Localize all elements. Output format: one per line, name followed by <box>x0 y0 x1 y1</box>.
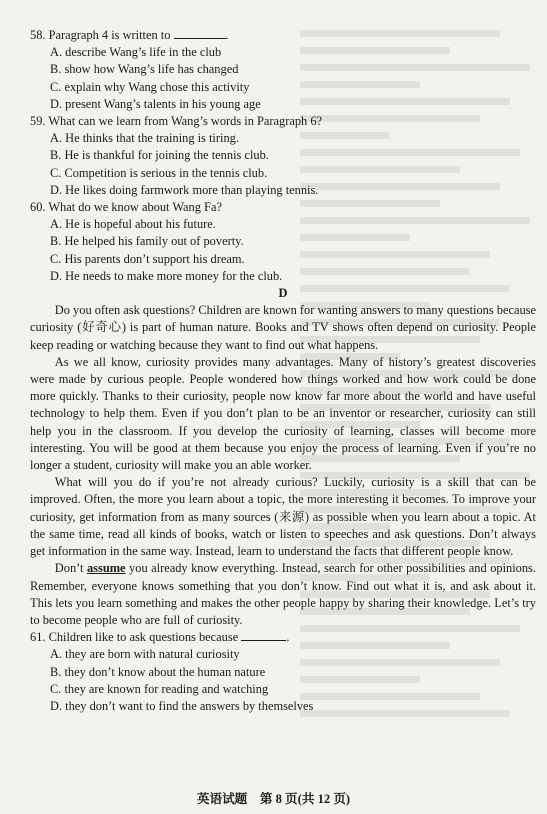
option-b: B. He is thankful for joining the tennis club. <box>50 148 269 163</box>
question-58 <box>30 27 536 113</box>
option-a: A. they are born with natural curiosity <box>50 647 240 662</box>
option-b: B. He helped his family out of poverty. <box>50 234 244 249</box>
option-c: C. Competition is serious in the tennis club. <box>50 165 268 180</box>
question-stem: 60. What do we know about Wang Fa? <box>30 200 222 215</box>
question-stem: 58. Paragraph 4 is written to . <box>30 28 229 42</box>
paragraph-2: As we all know, curiosity provides many advantages. Many of history’s greatest discoveries were made by curious people. People wondered how things worked and how work could be done more quickly. Thanks to their curiosity, people now know far more about the world and have useful technology to help them. Even if you don’t plan to be an inventor or researcher, curiosity can still help you in the classroom. If you develop the curiosity of learning, classes will become more interesting. You will be good at them because you enjoy the process of learning. Even if you’re no longer a student, curiosity will make you an able worker. <box>30 354 536 473</box>
option-c: C. His parents don’t support his dream. <box>50 251 245 266</box>
option-c: C. they are known for reading and watching <box>50 681 269 696</box>
page-footer: 英语试题 第 8 页(共 12 页) <box>196 792 351 806</box>
option-d: D. He needs to make more money for the club. <box>50 268 283 283</box>
paragraph-3: What will you do if you’re not already curious? Luckily, curiosity is a skill that can be improved. Often, the more you learn about a topic, the more interesting it becomes. To improve your curiosity, get information from as many sources (来源) as possible when you learn about a topic. At the same time, read all kinds of books, watch or listen to speeches and ask questions. Don’t always get information in the same way. Instead, learn to understand the facts that different people know. <box>30 475 536 559</box>
paragraph-1: Do you often ask questions? Children are known for wanting answers to many questions because curiosity (好奇心) is part of human nature. Books and TV shows often depend on curiosity. People keep reading or watching because they want to find out what happens. <box>30 303 536 352</box>
option-b: B. they don’t know about the human nature <box>50 664 266 679</box>
question-stem: 61. Children like to ask questions because . <box>30 630 290 645</box>
option-d: D. present Wang’s talents in his young age <box>50 96 261 111</box>
option-a: A. He is hopeful about his future. <box>50 217 216 232</box>
option-a: A. He thinks that the training is tiring. <box>50 131 239 146</box>
answer-blank <box>241 629 286 641</box>
section-heading: D <box>278 286 288 301</box>
option-d: D. they don’t want to find the answers by themselves <box>50 698 314 713</box>
option-c: C. explain why Wang chose this activity <box>50 79 250 94</box>
question-59 <box>30 113 536 199</box>
option-d: D. He likes doing farmwork more than playing tennis. <box>50 182 319 197</box>
question-61 <box>30 629 536 715</box>
option-b: B. show how Wang’s life has changed <box>50 62 239 77</box>
answer-blank <box>174 27 226 39</box>
exam-content <box>30 27 536 715</box>
option-a: A. describe Wang’s life in the club <box>50 45 222 60</box>
question-stem: 59. What can we learn from Wang’s words in Paragraph 6? <box>30 114 323 129</box>
passage-d <box>30 285 536 629</box>
underlined-keyword: assume <box>86 561 126 576</box>
paragraph-4: Don’t assume you already know everything. Instead, search for other possibilities and opinions. Remember, everyone knows something that you don’t know. Find out what it is, and ask about it. This lets you learn something and makes the other people happy by sharing their knowledge. Let’s try to become people who are full of curiosity. <box>30 561 536 627</box>
question-60 <box>30 199 536 285</box>
